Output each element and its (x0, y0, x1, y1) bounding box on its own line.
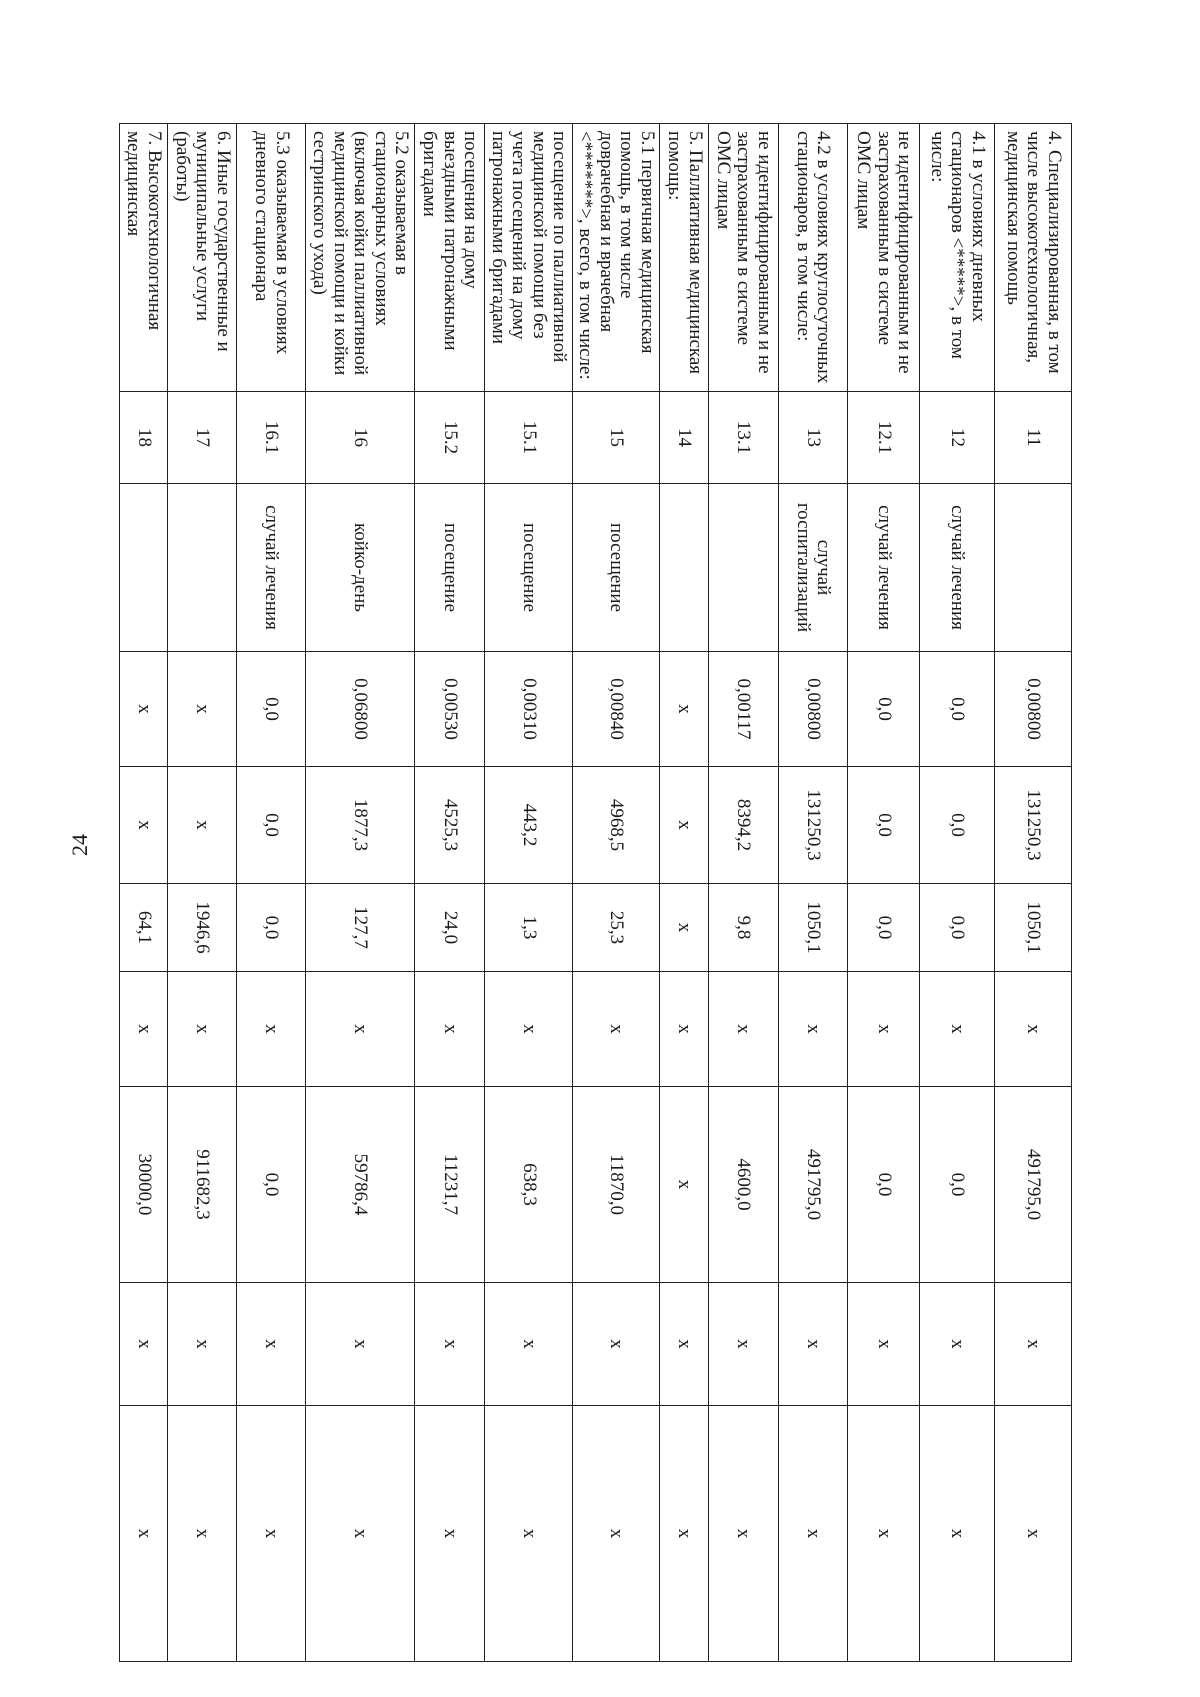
row-label: посещения на дому выездными патронажными бригадами (415, 124, 485, 392)
table-row (572, 124, 660, 1662)
value-cell: x (848, 1406, 920, 1662)
value-cell: 0,00800 (994, 652, 1071, 767)
row-label: 5.3 оказываемая в условиях дневного стационара (237, 124, 306, 392)
unit-cell: случай лечения (848, 484, 920, 652)
value-cell: x (919, 972, 994, 1087)
value-cell: 0,00800 (778, 652, 848, 767)
line-number: 15.2 (415, 392, 485, 484)
rotated-table-container (119, 123, 1072, 1661)
value-cell: 0,0 (237, 884, 306, 972)
value-cell: x (660, 972, 709, 1087)
financing-table (119, 123, 1072, 1662)
table-row (305, 124, 414, 1662)
value-cell: x (994, 1406, 1071, 1662)
value-cell: x (167, 1283, 237, 1406)
value-cell: x (919, 1406, 994, 1662)
value-cell: x (484, 972, 572, 1087)
table-row (778, 124, 848, 1662)
value-cell: 9,8 (708, 884, 778, 972)
value-cell: x (237, 972, 306, 1087)
value-cell: x (660, 652, 709, 767)
unit-cell: посещение (415, 484, 485, 652)
value-cell: x (660, 1283, 709, 1406)
value-cell: x (660, 884, 709, 972)
table-body (120, 124, 1072, 1662)
value-cell: 0,0 (919, 767, 994, 884)
value-cell: x (305, 1283, 414, 1406)
value-cell: 59786,4 (305, 1087, 414, 1283)
line-number: 13 (778, 392, 848, 484)
unit-cell (167, 484, 237, 652)
value-cell: 1050,1 (994, 884, 1071, 972)
value-cell: x (484, 1406, 572, 1662)
unit-cell (708, 484, 778, 652)
table-row (120, 124, 168, 1662)
row-label: 5.2 оказываемая в стационарных условиях (включая койки паллиативной медицинской помощи и койки сестринского ухода) (305, 124, 414, 392)
value-cell: 0,0 (919, 884, 994, 972)
value-cell: x (120, 972, 168, 1087)
value-cell: 0,0 (237, 652, 306, 767)
line-number: 15.1 (484, 392, 572, 484)
value-cell: x (120, 1283, 168, 1406)
value-cell: x (708, 1406, 778, 1662)
value-cell: 491795,0 (994, 1087, 1071, 1283)
value-cell: 0,00530 (415, 652, 485, 767)
table-row (919, 124, 994, 1662)
value-cell: 0,0 (848, 767, 920, 884)
value-cell: 4968,5 (572, 767, 660, 884)
value-cell: 64,1 (120, 884, 168, 972)
line-number: 15 (572, 392, 660, 484)
value-cell: 911682,3 (167, 1087, 237, 1283)
row-label: 4.2 в условиях круглосуточных стационаров, в том числе: (778, 124, 848, 392)
value-cell: x (994, 972, 1071, 1087)
value-cell: x (237, 1406, 306, 1662)
value-cell: 30000,0 (120, 1087, 168, 1283)
table-row (848, 124, 920, 1662)
value-cell: x (305, 1406, 414, 1662)
value-cell: x (167, 767, 237, 884)
value-cell: 131250,3 (994, 767, 1071, 884)
value-cell: 443,2 (484, 767, 572, 884)
line-number: 12 (919, 392, 994, 484)
value-cell: x (415, 1283, 485, 1406)
unit-cell: койко-день (305, 484, 414, 652)
row-label: не идентифицированным и не застрахованным в системе ОМС лицам (708, 124, 778, 392)
value-cell: 0,0 (919, 1087, 994, 1283)
row-label: 5. Паллиативная медицинская помощь: (660, 124, 709, 392)
row-label: 7. Высокотехнологичная медицинская (120, 124, 168, 392)
row-label: 5.1 первичная медицинская помощь, в том числе доврачебная и врачебная <*******>, всего, в том числе: (572, 124, 660, 392)
value-cell: x (167, 972, 237, 1087)
value-cell: 0,0 (237, 767, 306, 884)
value-cell: 0,0 (848, 652, 920, 767)
value-cell: x (994, 1283, 1071, 1406)
value-cell: x (708, 972, 778, 1087)
unit-cell: случай лечения (919, 484, 994, 652)
line-number: 16 (305, 392, 414, 484)
value-cell: 4600,0 (708, 1087, 778, 1283)
value-cell: x (778, 972, 848, 1087)
value-cell: 491795,0 (778, 1087, 848, 1283)
table-row (415, 124, 485, 1662)
line-number: 16.1 (237, 392, 306, 484)
value-cell: x (848, 1283, 920, 1406)
value-cell: 0,0 (237, 1087, 306, 1283)
table-row (708, 124, 778, 1662)
row-label: 4.1 в условиях дневных стационаров <*****>, в том числе: (919, 124, 994, 392)
value-cell: 25,3 (572, 884, 660, 972)
value-cell: 131250,3 (778, 767, 848, 884)
value-cell: x (237, 1283, 306, 1406)
value-cell: 0,0 (848, 884, 920, 972)
value-cell: 1050,1 (778, 884, 848, 972)
unit-cell: посещение (484, 484, 572, 652)
value-cell: 0,0 (919, 652, 994, 767)
value-cell: 0,00117 (708, 652, 778, 767)
line-number: 11 (994, 392, 1071, 484)
line-number: 13.1 (708, 392, 778, 484)
line-number: 17 (167, 392, 237, 484)
value-cell: x (572, 1283, 660, 1406)
value-cell: x (848, 972, 920, 1087)
value-cell: x (660, 1087, 709, 1283)
value-cell: 11870,0 (572, 1087, 660, 1283)
value-cell: 4525,3 (415, 767, 485, 884)
value-cell: x (167, 1406, 237, 1662)
value-cell: x (660, 767, 709, 884)
value-cell: 1,3 (484, 884, 572, 972)
unit-cell (994, 484, 1071, 652)
value-cell: 0,00310 (484, 652, 572, 767)
unit-cell: случай госпитализаций (778, 484, 848, 652)
value-cell: x (120, 767, 168, 884)
line-number: 12.1 (848, 392, 920, 484)
value-cell: 1877,3 (305, 767, 414, 884)
line-number: 18 (120, 392, 168, 484)
value-cell: 24,0 (415, 884, 485, 972)
line-number: 14 (660, 392, 709, 484)
value-cell: 127,7 (305, 884, 414, 972)
value-cell: x (120, 652, 168, 767)
value-cell: 1946,6 (167, 884, 237, 972)
value-cell: x (778, 1283, 848, 1406)
unit-cell (120, 484, 168, 652)
row-label: 4. Специализированная, в том числе высокотехнологичная, медицинская помощь (994, 124, 1071, 392)
table-row (237, 124, 306, 1662)
value-cell: 638,3 (484, 1087, 572, 1283)
value-cell: 0,00840 (572, 652, 660, 767)
value-cell: x (660, 1406, 709, 1662)
unit-cell: случай лечения (237, 484, 306, 652)
value-cell: x (708, 1283, 778, 1406)
value-cell: x (415, 1406, 485, 1662)
value-cell: 11231,7 (415, 1087, 485, 1283)
unit-cell (660, 484, 709, 652)
table-row (660, 124, 709, 1662)
row-label: посещение по паллиативной медицинской помощи без учета посещений на дому патронажными бригадами (484, 124, 572, 392)
value-cell: x (120, 1406, 168, 1662)
table-row (167, 124, 237, 1662)
unit-cell: посещение (572, 484, 660, 652)
row-label: 6. Иные государственные и муниципальные услуги (работы) (167, 124, 237, 392)
value-cell: 8394,2 (708, 767, 778, 884)
value-cell: x (415, 972, 485, 1087)
page-number: 24 (67, 834, 92, 856)
value-cell: 0,0 (848, 1087, 920, 1283)
value-cell: x (572, 1406, 660, 1662)
value-cell: x (305, 972, 414, 1087)
value-cell: 0,06800 (305, 652, 414, 767)
table-row (484, 124, 572, 1662)
value-cell: x (919, 1283, 994, 1406)
value-cell: x (167, 652, 237, 767)
table-row (994, 124, 1071, 1662)
value-cell: x (484, 1283, 572, 1406)
value-cell: x (778, 1406, 848, 1662)
value-cell: x (572, 972, 660, 1087)
row-label: не идентифицированным и не застрахованным в системе ОМС лицам (848, 124, 920, 392)
